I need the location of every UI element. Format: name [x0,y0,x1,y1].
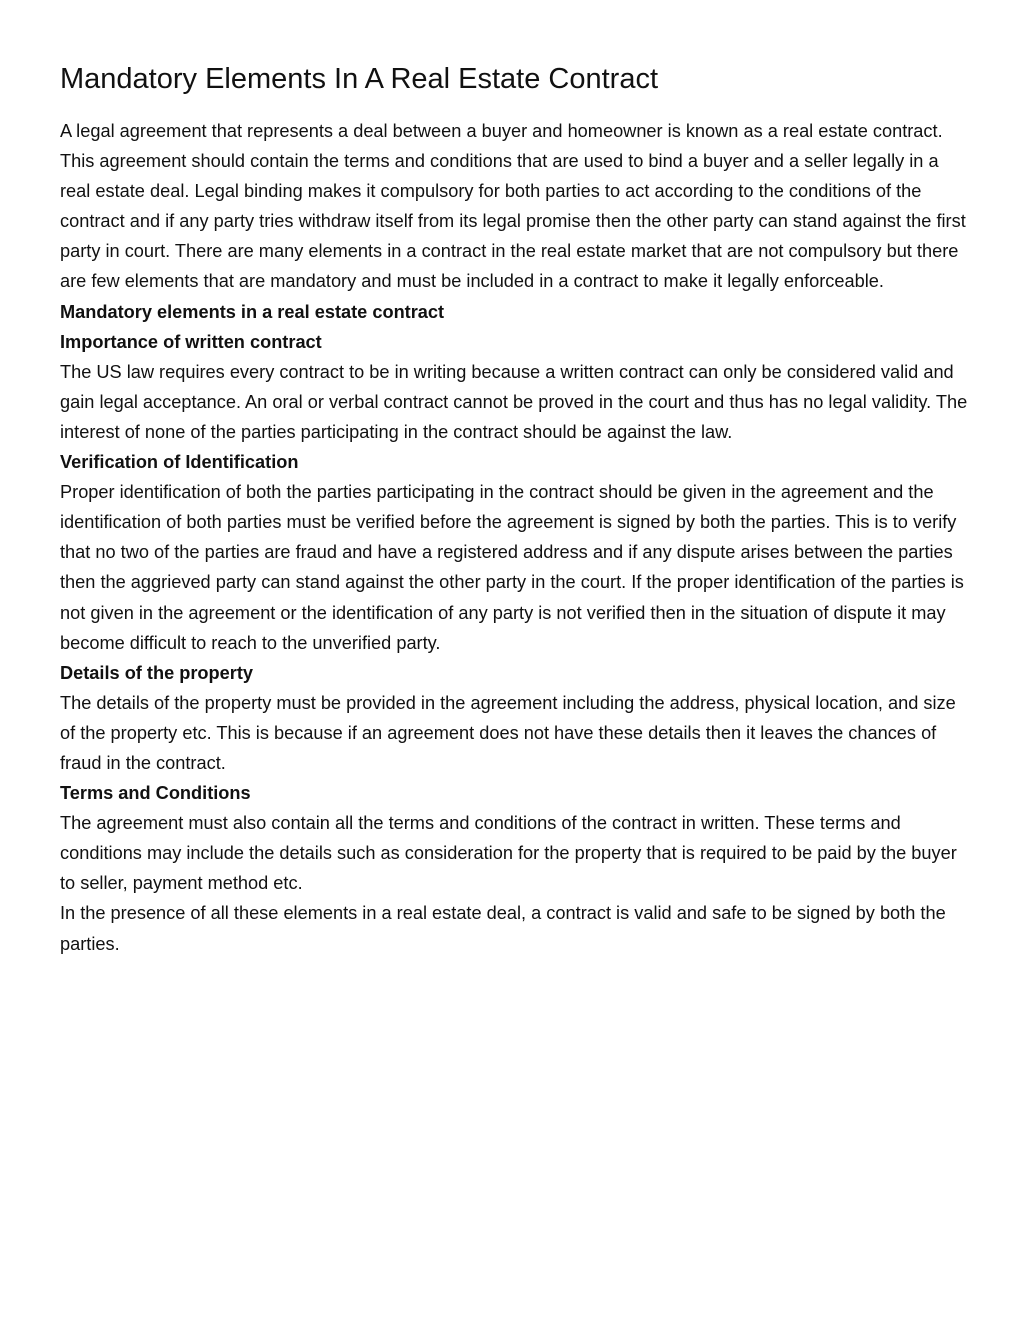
section-heading-property-details: Details of the property [60,662,254,683]
section-heading-written-contract: Importance of written contract [60,331,322,352]
section-heading-verification: Verification of Identification [60,452,299,473]
terms-conditions-paragraph: The agreement must also contain all the terms and conditions of the contract in written. These terms and conditions may include the details such as consideration for the property that is required to be paid by the buyer to seller, payment method etc. [60,813,957,894]
section-heading-mandatory-elements: Mandatory elements in a real estate contract [60,301,445,322]
written-contract-paragraph: The US law requires every contract to be in writing because a written contract can only be considered valid and gain legal acceptance. An oral or verbal contract cannot be proved in the court and thus has no legal validity. The interest of none of the parties participating in the contract should be against the law. [60,361,968,442]
document-title: Mandatory Elements In A Real Estate Contract [60,63,659,95]
property-details-paragraph: The details of the property must be provided in the agreement including the address, physical location, and size of the property etc. This is because if an agreement does not have these details then it leaves the chances of fraud in the contract. [60,692,956,773]
document-body [60,116,968,959]
document-content [60,60,968,959]
intro-paragraph: A legal agreement that represents a deal between a buyer and homeowner is known as a real estate contract. This agreement should contain the terms and conditions that are used to bind a buyer and a seller legally in a real estate deal. Legal binding makes it compulsory for both parties to act according to the conditions of the contract and if any party tries withdraw itself from its legal promise then the other party can stand against the first party in court. There are many elements in a contract in the real estate market that are not compulsory but there are few elements that are mandatory and must be included in a contract to make it legally enforceable. [60,121,966,292]
section-heading-terms-conditions: Terms and Conditions [60,783,251,804]
conclusion-paragraph: In the presence of all these elements in a real estate deal, a contract is valid and safe to be signed by both the parties. [60,903,946,954]
verification-paragraph: Proper identification of both the parties participating in the contract should be given in the agreement and the identification of both parties must be verified before the agreement is signed by both the parties. This is to verify that no two of the parties are fraud and have a registered address and if any dispute arises between the parties then the aggrieved party can stand against the other party in the court. If the proper identification of the parties is not given in the agreement or the identification of any party is not verified then in the situation of dispute it may become difficult to reach to the unverified party. [60,482,964,653]
